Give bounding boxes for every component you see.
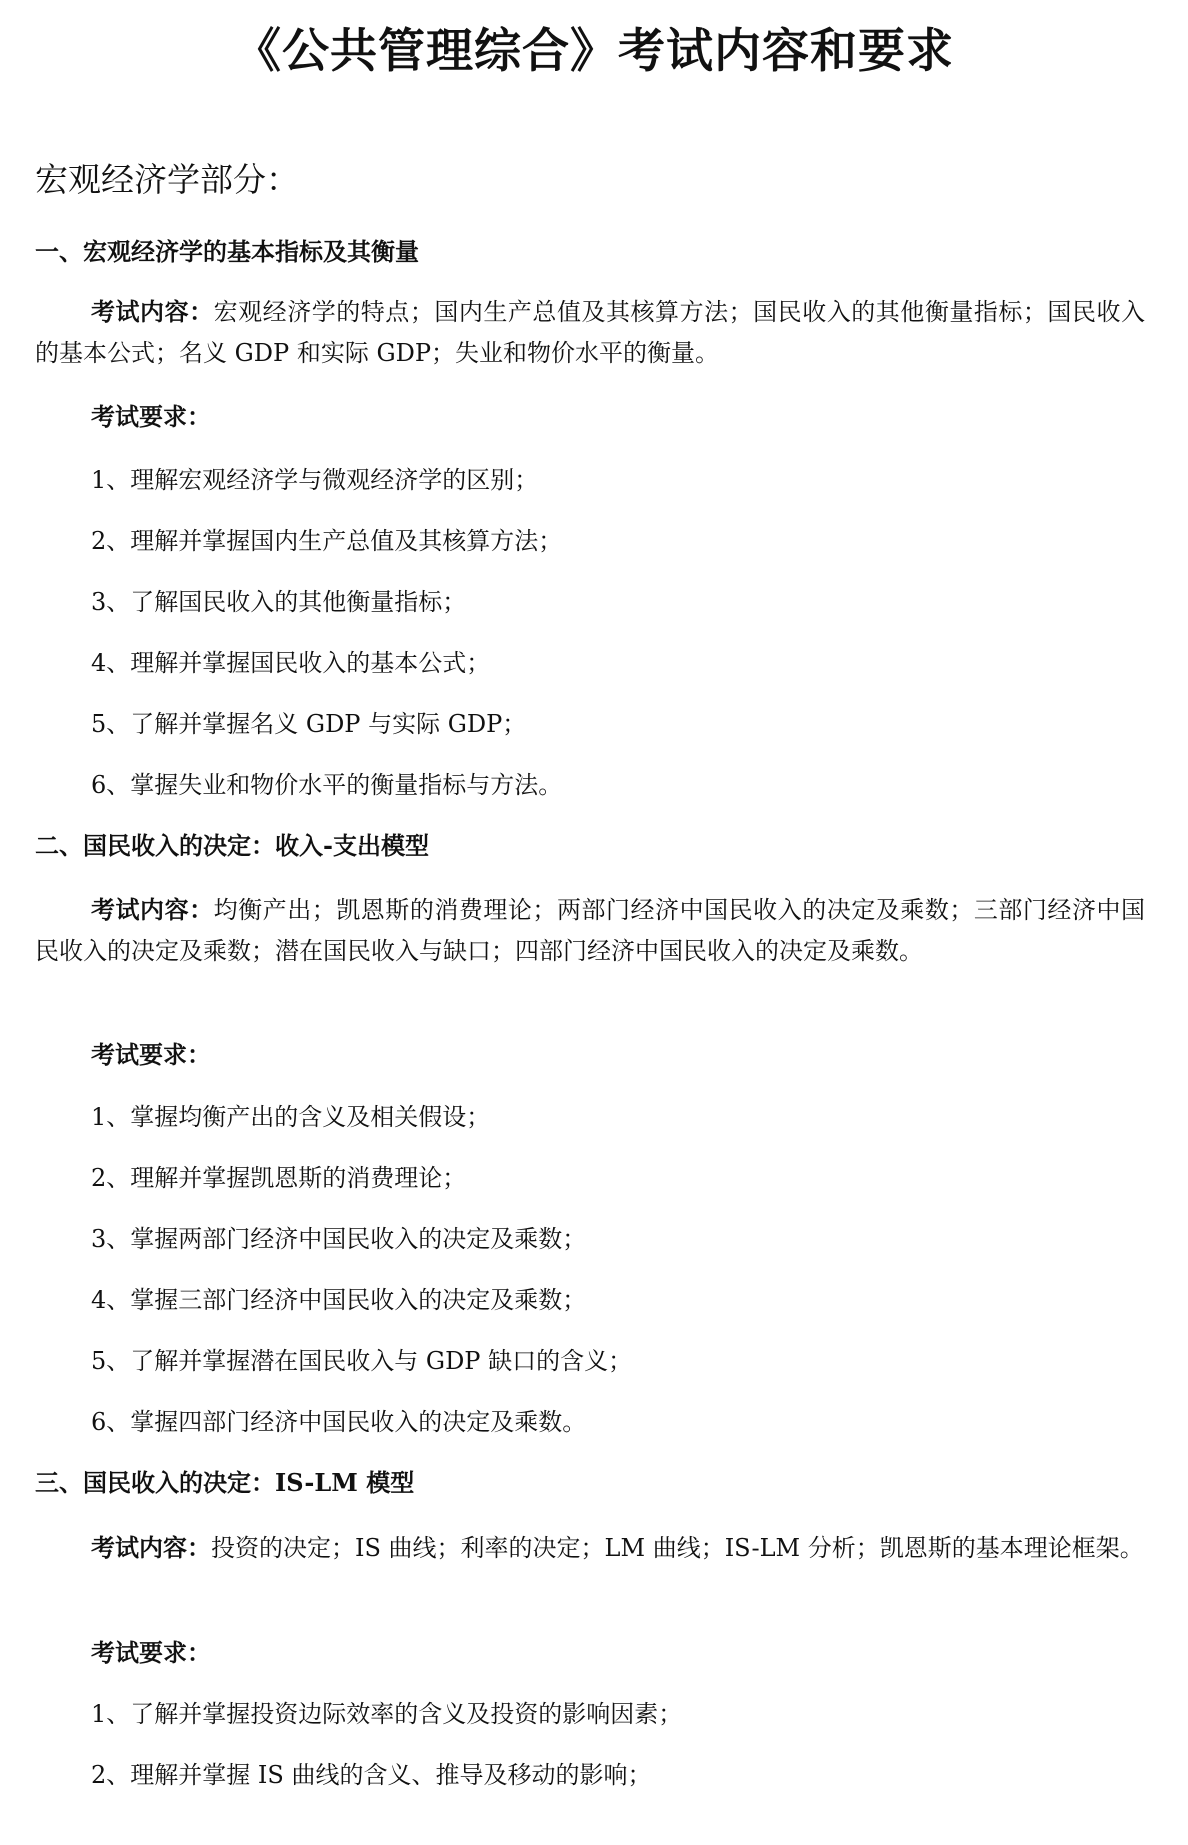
exam-requirements-label: 考试要求： (91, 1040, 211, 1069)
exam-requirements-label: 考试要求： (91, 1638, 211, 1667)
requirement-item: 2、理解并掌握凯恩斯的消费理论； (91, 1164, 467, 1192)
exam-content-label: 考试内容： (91, 895, 214, 924)
section-heading: 一、宏观经济学的基本指标及其衡量 (35, 237, 419, 266)
exam-content-text: 均衡产出；凯恩斯的消费理论；两部门经济中国民收入的决定及乘数；三部门经济中国民收入的决定及乘数；潜在国民收入与缺口；四部门经济中国民收入的决定及乘数。 (35, 896, 1146, 965)
requirement-item: 2、理解并掌握 IS 曲线的含义、推导及移动的影响； (91, 1761, 652, 1789)
requirement-item: 3、了解国民收入的其他衡量指标； (91, 588, 467, 616)
requirement-item: 4、理解并掌握国民收入的基本公式； (91, 649, 491, 677)
requirement-item: 3、掌握两部门经济中国民收入的决定及乘数； (91, 1225, 587, 1253)
part-title: 宏观经济学部分： (35, 160, 299, 199)
exam-requirements-label: 考试要求： (91, 402, 211, 431)
document-title: 《公共管理综合》考试内容和要求 (234, 24, 954, 79)
section-heading: 三、国民收入的决定：IS-LM 模型 (35, 1468, 415, 1497)
exam-content-label: 考试内容： (91, 1533, 211, 1562)
exam-content-paragraph (35, 889, 1145, 972)
requirement-item: 1、理解宏观经济学与微观经济学的区别； (91, 466, 539, 494)
requirement-item: 1、掌握均衡产出的含义及相关假设； (91, 1103, 491, 1131)
exam-content-text: 宏观经济学的特点；国内生产总值及其核算方法；国民收入的其他衡量指标；国民收入的基本公式；名义 GDP 和实际 GDP；失业和物价水平的衡量。 (35, 298, 1146, 367)
exam-content-paragraph (35, 1527, 1145, 1569)
requirement-item: 5、了解并掌握潜在国民收入与 GDP 缺口的含义； (91, 1347, 633, 1375)
requirement-item: 6、掌握四部门经济中国民收入的决定及乘数。 (91, 1408, 587, 1436)
requirement-item: 1、了解并掌握投资边际效率的含义及投资的影响因素； (91, 1700, 683, 1728)
requirement-item: 6、掌握失业和物价水平的衡量指标与方法。 (91, 771, 563, 799)
exam-content-label: 考试内容： (91, 297, 214, 326)
requirement-item: 4、掌握三部门经济中国民收入的决定及乘数； (91, 1286, 587, 1314)
requirement-item: 5、了解并掌握名义 GDP 与实际 GDP； (91, 710, 527, 738)
section-heading: 二、国民收入的决定：收入-支出模型 (35, 831, 429, 860)
requirement-item: 2、理解并掌握国内生产总值及其核算方法； (91, 527, 563, 555)
exam-content-paragraph (35, 291, 1145, 374)
exam-content-text: 投资的决定；IS 曲线；利率的决定；LM 曲线；IS-LM 分析；凯恩斯的基本理论框架。 (211, 1534, 1144, 1562)
